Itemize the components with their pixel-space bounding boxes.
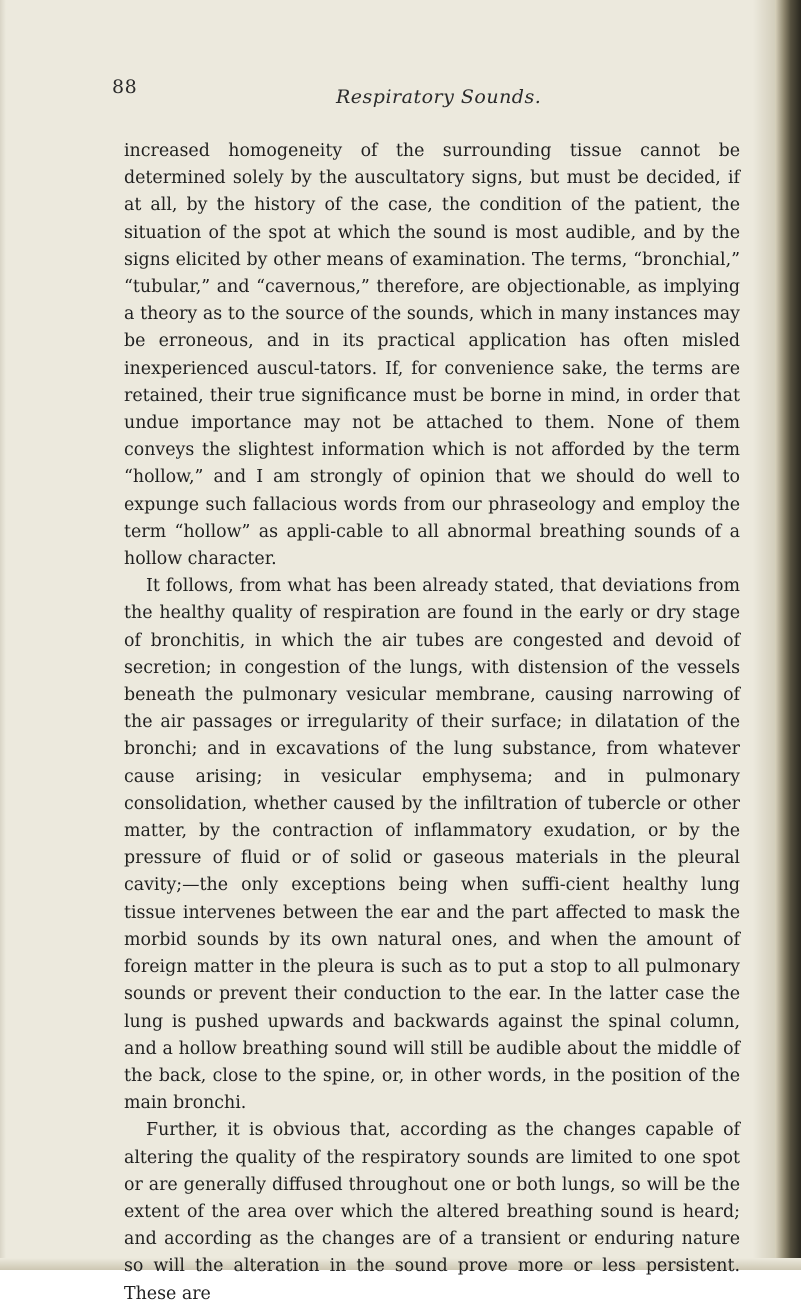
page-number: 88 — [112, 76, 138, 98]
book-spine-edge — [775, 0, 801, 1270]
paragraph: It follows, from what has been already stated, that deviations from the healthy quality of respiration are found in the early or dry stage of bronchitis, in which the air tubes are congested and devoid of secretion; in congestion of the lungs, with distension of the vessels beneath the pulmonary vesicular membrane, causing narrowing of the air passages or irregularity of their surface; in dilatation of the bronchi; and in excavations of the lung substance, from whatever cause arising; in vesicular emphysema; and in pulmonary consolidation, whether caused by the infiltration of tubercle or other matter, by the contraction of inflammatory exudation, or by the pressure of fluid or of solid or gaseous materials in the pleural cavity;—the only exceptions being when suffi-cient healthy lung tissue intervenes between the ear and the part affected to mask the morbid sounds by its own natural ones, and when the amount of foreign matter in the pleura is such as to put a stop to all pulmonary sounds or prevent their conduction to the ear. In the latter case the lung is pushed upwards and backwards against the spinal column, and a hollow breathing sound will still be audible about the middle of the back, close to the spine, or, in other words, in the position of the main bronchi. — [124, 576, 740, 1114]
running-title: Respiratory Sounds. — [336, 86, 542, 108]
paragraph: Further, it is obvious that, according as the changes capable of altering the quality of the respiratory sounds are limited to one spot or are generally diffused throughout one or both lungs, so will be the extent of the area over which the altered breathing sound is heard; and according as the changes are of a transient or enduring nature so will the alteration in the sound prove more or less persistent. These are — [124, 1120, 740, 1304]
gutter-shadow — [753, 0, 775, 1270]
page-fold-shadow — [0, 0, 6, 1270]
body-text — [124, 138, 740, 1308]
paragraph: increased homogeneity of the surrounding tissue cannot be determined solely by the auscultatory signs, but must be decided, if at all, by the history of the case, the condition of the patient, the situation of the spot at which the sound is most audible, and by the signs elicited by other means of examination. The terms, “bronchial,” “tubular,” and “cavernous,” therefore, are objectionable, as implying a theory as to the source of the sounds, which in many instances may be erroneous, and in its practical application has often misled inexperienced auscul-tators. If, for convenience sake, the terms are retained, their true significance must be borne in mind, in order that undue importance may not be attached to them. None of them conveys the slightest information which is not afforded by the term “hollow,” and I am strongly of opinion that we should do well to expunge such fallacious words from our phraseology and employ the term “hollow” as appli-cable to all abnormal breathing sounds of a hollow character. — [124, 141, 740, 570]
page-header — [112, 76, 712, 108]
